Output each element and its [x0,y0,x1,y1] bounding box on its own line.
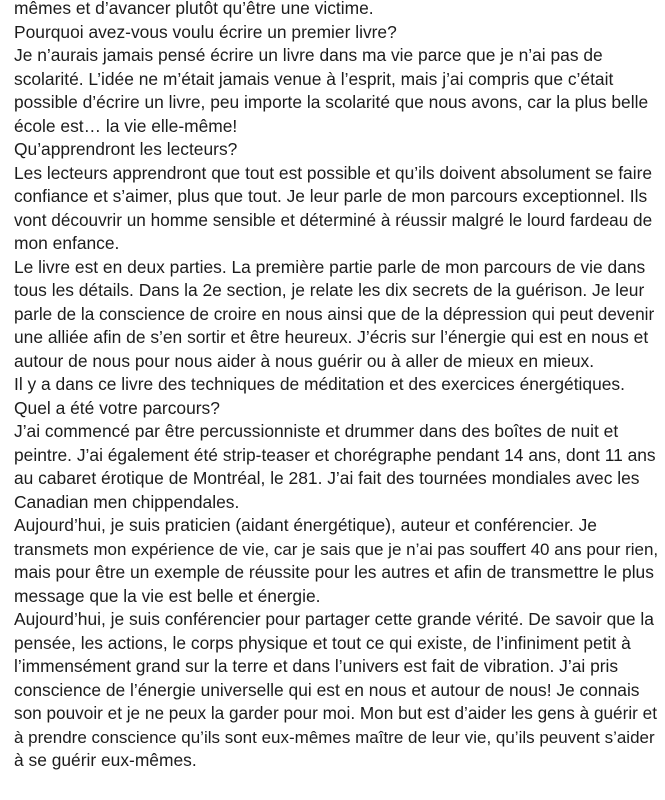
text-line: message que la vie est belle et énergie. [14,585,321,606]
text-line: Il y a dans ce livre des techniques de méditation et des exercices énergétiques. [14,374,625,394]
text-line: une alliée afin de s’en sortir et être heureux. J’écris sur l’énergie qui est en nous et [14,327,649,347]
text-line: école est… la vie elle-même! [14,115,238,136]
text-line: transmets mon expérience de vie, car je sais que je n’ai pas souffert 40 ans pour rien, [14,539,659,559]
text-line: Canadian men chippendales. [14,491,240,512]
text-line: à prendre conscience qu’ils sont eux-mêmes maître de leur vie, qu’ils peuvent s’aider [14,727,655,747]
text-line: Aujourd’hui, je suis conférencier pour partager cette grande vérité. De savoir que la [14,609,654,629]
text-line: J’ai commencé par être percussionniste et drummer dans des boîtes de nuit et [14,421,619,441]
text-line: l’immensément grand sur la terre et dans l’univers est fait de vibration. J’ai pris [14,656,619,676]
article-text [14,0,659,773]
text-line: possible d’écrire un livre, peu importe la scolarité que nous avons, car la plus belle [14,92,649,112]
text-line: conscience de l’énergie universelle qui est en nous et autour de nous! Je connais [14,679,640,700]
text-line: mais pour être un exemple de réussite pour les autres et afin de transmettre le plus [14,562,654,582]
text-line: pensée, les actions, le corps physique et tout ce qui existe, de l’infiniment petit à [14,632,631,653]
text-line: parle de la conscience de croire en nous ainsi que de la dépression qui peut devenir [14,303,655,324]
question-heading: Pourquoi avez-vous voulu écrire un premier livre? [14,21,397,42]
text-line: autour de nous pour nous aider à nous guérir ou à aller de mieux en mieux. [14,350,595,371]
text-line: mon enfance. [14,233,120,253]
text-line: Le livre est en deux parties. La première partie parle de mon parcours de vie dans [14,256,646,277]
text-line: mêmes et d’avancer plutôt qu’être une victime. [14,0,374,18]
text-line: Je n’aurais jamais pensé écrire un livre dans ma vie parce que je n’ai pas de [14,45,603,65]
text-line: confiance et s’aimer, plus que tout. Je leur parle de mon parcours exceptionnel. Ils [14,186,648,206]
text-line: Les lecteurs apprendront que tout est possible et qu’ils doivent absolument se faire [14,162,653,183]
text-line: tous les détails. Dans la 2e section, je relate les dix secrets de la guérison. Je leur [14,280,645,300]
text-line: scolarité. L’idée ne m’était jamais venue à l’esprit, mais j’ai compris que c’était [14,68,614,89]
text-line: au cabaret érotique de Montréal, le 281. J’ai fait des tournées mondiales avec les [14,468,640,488]
text-line: son pouvoir et je ne peux la garder pour moi. Mon but est d’aider les gens à guérir et [14,703,657,723]
text-line: vont découvrir un homme sensible et déterminé à réussir malgré le lourd fardeau de [14,209,653,230]
text-line: peintre. J’ai également été strip-teaser et chorégraphe pendant 14 ans, dont 11 ans [14,444,656,465]
text-line: à se guérir eux-mêmes. [14,750,197,770]
question-heading: Qu’apprendront les lecteurs? [14,139,238,159]
question-heading: Quel a été votre parcours? [14,397,220,418]
text-line: Aujourd’hui, je suis praticien (aidant énergétique), auteur et conférencier. Je [14,515,597,535]
